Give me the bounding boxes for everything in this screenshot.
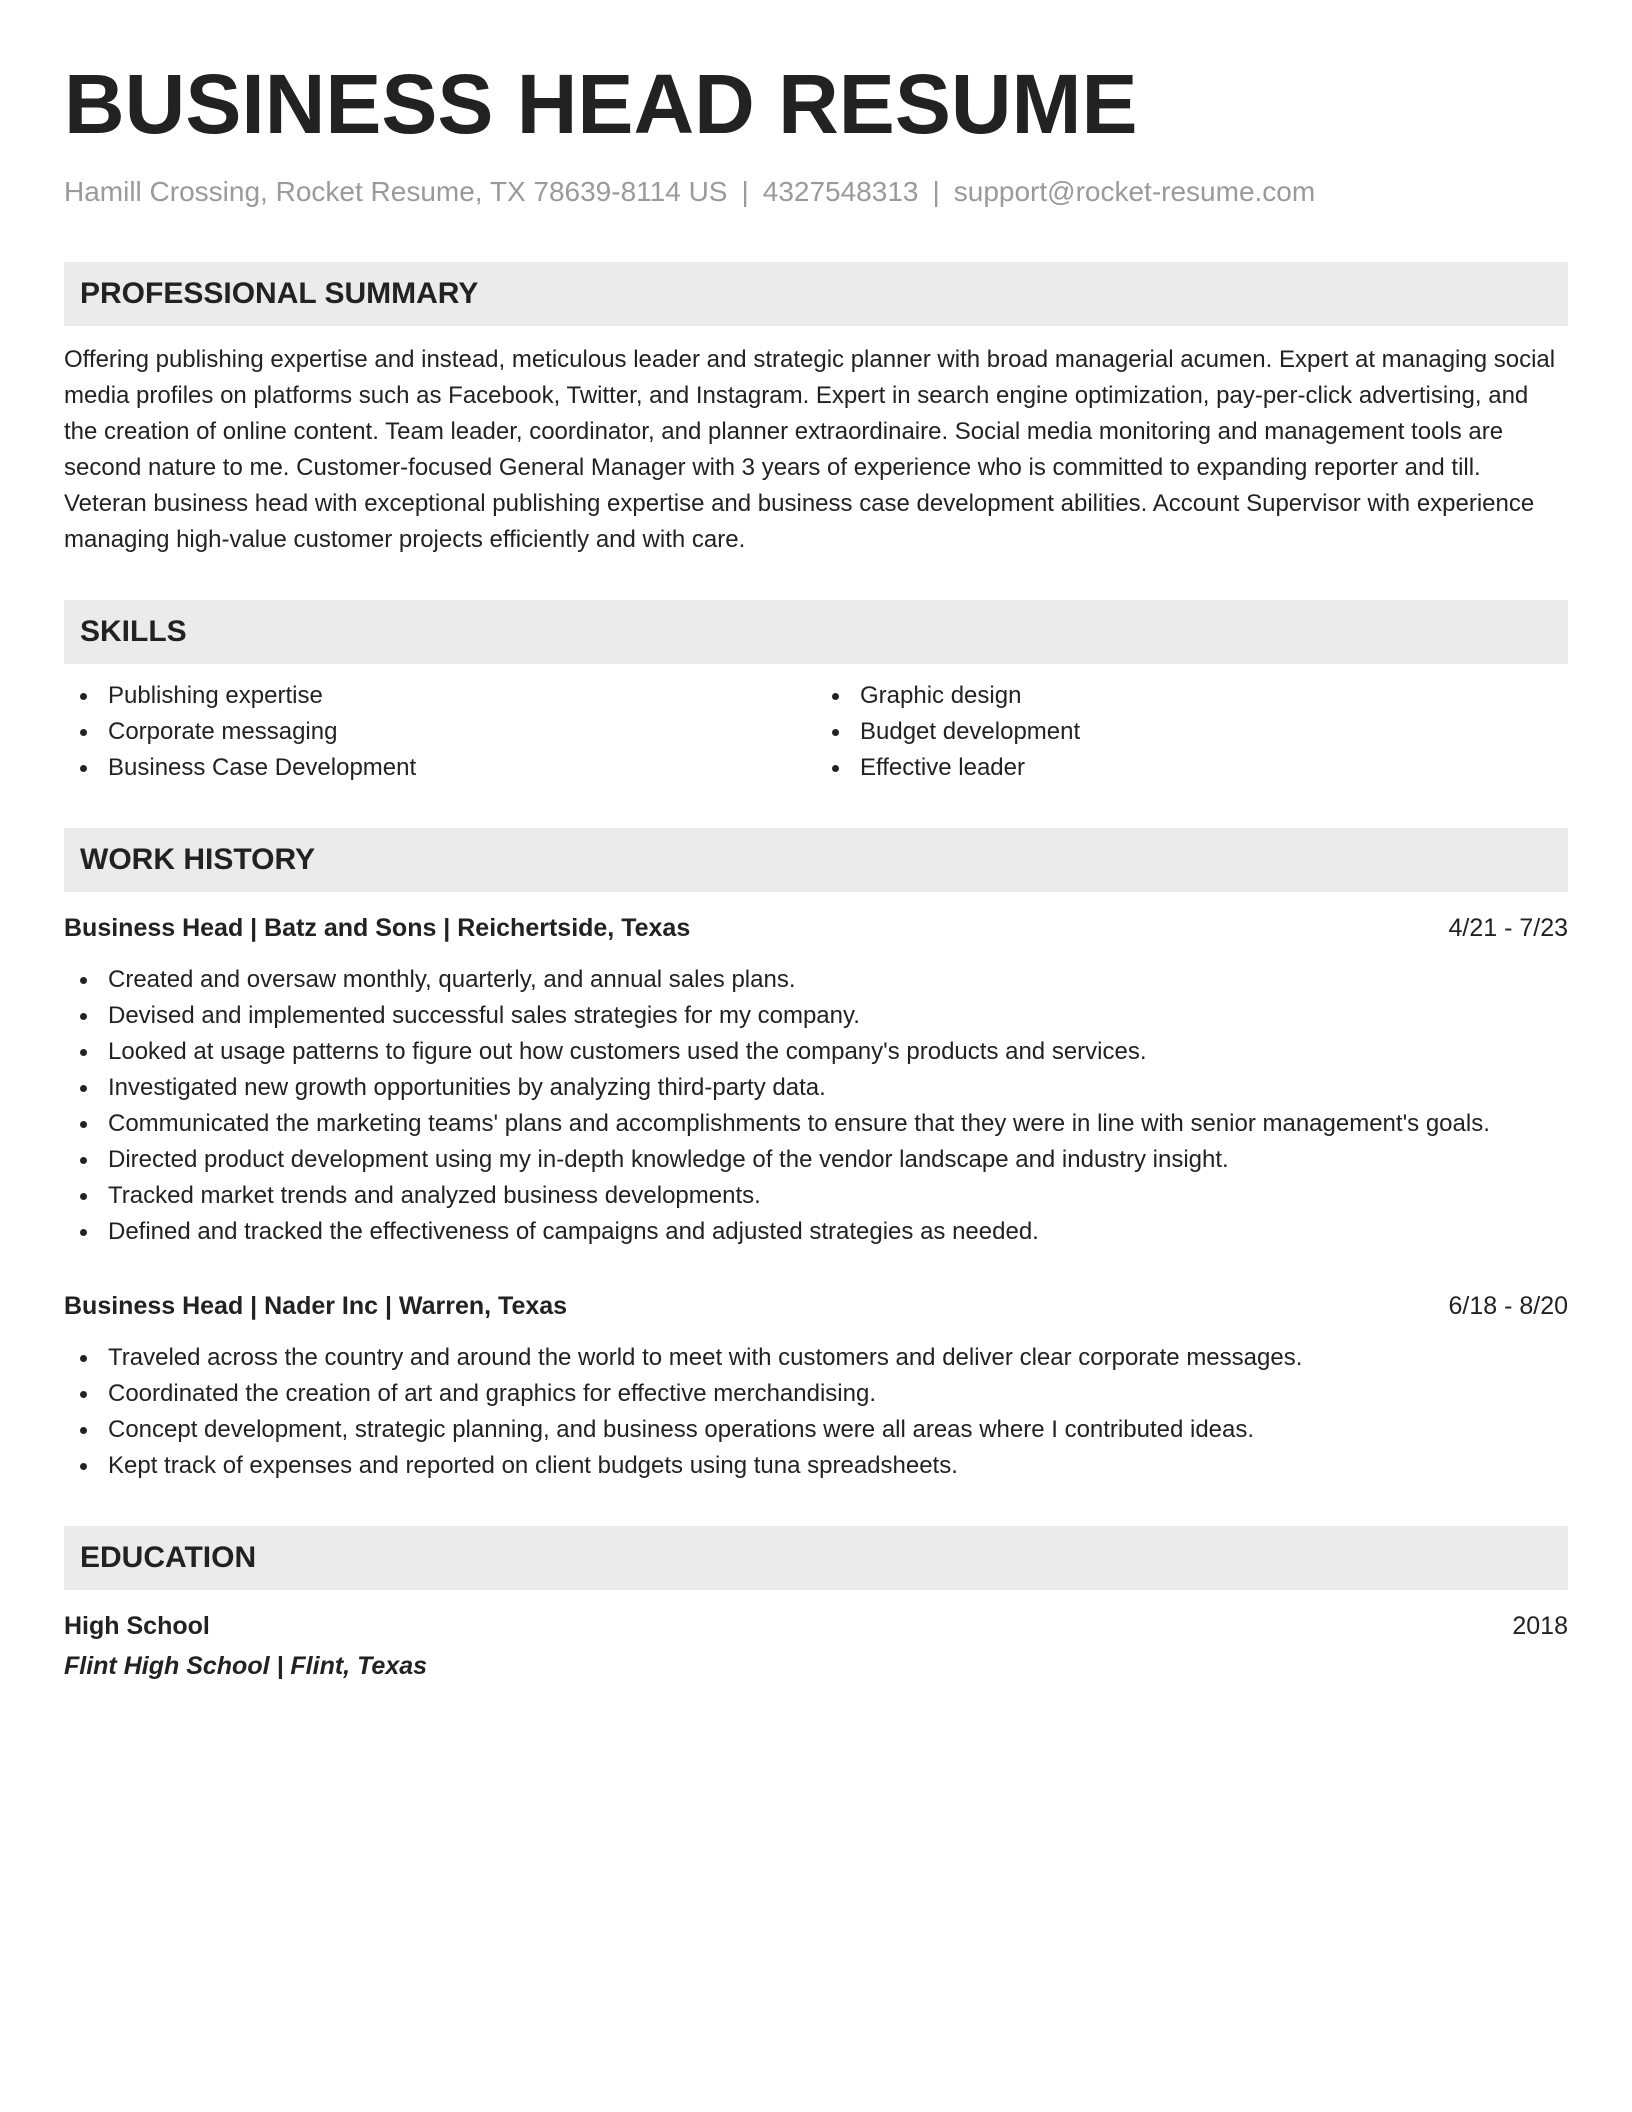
job-bullet: Defined and tracked the effectiveness of campaigns and adjusted strategies as needed. — [64, 1214, 1568, 1250]
job-bullet: Investigated new growth opportunities by analyzing third-party data. — [64, 1070, 1568, 1106]
job-title: Business Head | Nader Inc | Warren, Texas — [64, 1292, 568, 1320]
job-bullet: Traveled across the country and around the world to meet with customers and deliver clear corporate messages. — [64, 1340, 1568, 1376]
education-school: Flint High School | Flint, Texas — [64, 1652, 428, 1680]
job-bullet: Tracked market trends and analyzed business developments. — [64, 1178, 1568, 1214]
job-dates: 4/21 - 7/23 — [1448, 914, 1568, 942]
job-header — [64, 910, 1568, 946]
skill-item: Graphic design — [816, 678, 1568, 714]
skills-list — [64, 678, 1568, 786]
section-heading-education: EDUCATION — [64, 1526, 1568, 1590]
job-bullet: Looked at usage patterns to figure out how customers used the company's products and services. — [64, 1034, 1568, 1070]
skill-item: Business Case Development — [64, 750, 816, 786]
section-heading-skills: SKILLS — [64, 600, 1568, 664]
skills-column-left — [64, 678, 816, 786]
contact-separator: | — [932, 176, 940, 207]
job-bullet: Created and oversaw monthly, quarterly, and annual sales plans. — [64, 962, 1568, 998]
contact-separator: | — [741, 176, 749, 207]
summary-text: Offering publishing expertise and instead, meticulous leader and strategic planner with broad managerial acumen. Expert at managing social media profiles on platforms such as Facebook, Twitter, and Instagram. Expert in search engine optimization, pay-per-click advertising, and the creation of online content. Team leader, coordinator, and planner extraordinaire. Social media monitoring and management tools are second nature to me. Customer-focused General Manager with 3 years of experience who is committed to expanding reporter and till. Veteran business head with exceptional publishing expertise and business case development abilities. Account Supervisor with experience managing high-value customer projects efficiently and with care. — [64, 346, 1556, 553]
contact-email: support@rocket-resume.com — [953, 176, 1316, 207]
resume-title: BUSINESS HEAD RESUME — [64, 57, 1138, 151]
contact-line — [64, 172, 1568, 212]
section-heading-summary: PROFESSIONAL SUMMARY — [64, 262, 1568, 326]
job-bullet: Directed product development using my in-depth knowledge of the vendor landscape and industry insight. — [64, 1142, 1568, 1178]
skill-item: Effective leader — [816, 750, 1568, 786]
education-header — [64, 1608, 1568, 1644]
contact-address: Hamill Crossing, Rocket Resume, TX 78639-8114 US — [64, 176, 728, 207]
contact-phone: 4327548313 — [762, 176, 919, 207]
job-dates: 6/18 - 8/20 — [1448, 1292, 1568, 1320]
job-bullet: Kept track of expenses and reported on client budgets using tuna spreadsheets. — [64, 1448, 1568, 1484]
education-year: 2018 — [1512, 1612, 1568, 1640]
job-bullet: Communicated the marketing teams' plans and accomplishments to ensure that they were in line with senior management's goals. — [64, 1106, 1568, 1142]
job-bullet: Coordinated the creation of art and graphics for effective merchandising. — [64, 1376, 1568, 1412]
skill-item: Corporate messaging — [64, 714, 816, 750]
job-entry — [64, 1288, 1568, 1484]
job-entry — [64, 910, 1568, 1250]
job-header — [64, 1288, 1568, 1324]
skills-column-right — [816, 678, 1568, 786]
job-title: Business Head | Batz and Sons | Reichertside, Texas — [64, 914, 691, 942]
job-bullets — [64, 962, 1568, 1250]
skill-item: Budget development — [816, 714, 1568, 750]
section-heading-work-history: WORK HISTORY — [64, 828, 1568, 892]
job-bullet: Devised and implemented successful sales strategies for my company. — [64, 998, 1568, 1034]
education-degree: High School — [64, 1612, 210, 1640]
job-bullets — [64, 1340, 1568, 1484]
skill-item: Publishing expertise — [64, 678, 816, 714]
job-bullet: Concept development, strategic planning, and business operations were all areas where I contributed ideas. — [64, 1412, 1568, 1448]
